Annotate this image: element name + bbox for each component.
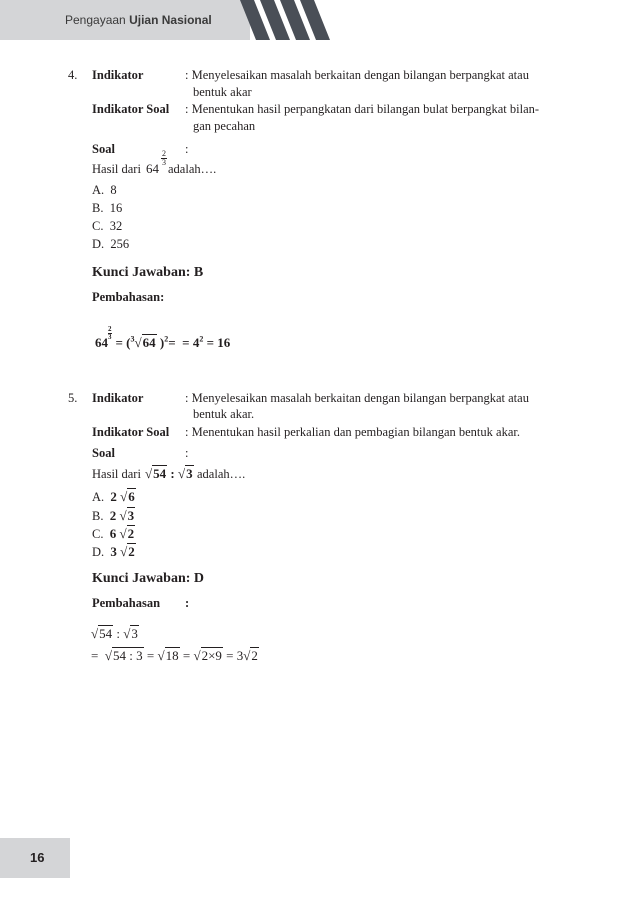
q5-option-d: D. 3 √2 xyxy=(92,544,135,559)
q5-option-b: B. 2 √3 xyxy=(92,508,135,523)
q4-solution: 64 $\frac{2}{3}$ = ($^3$√64 )$^2= = 4^2 = 16$ xyxy=(95,325,231,350)
q5-soal-colon: : xyxy=(185,446,189,460)
q4-pembahasan-label: Pembahasan: xyxy=(92,290,165,304)
q4-answer-key: Kunci Jawaban: B xyxy=(92,265,204,280)
page-number: 16 xyxy=(30,850,45,865)
q5-indikator-label: Indikator xyxy=(92,391,144,405)
q4-indikator-text-2: bentuk akar xyxy=(193,85,252,99)
q4-indikator-text-1: : Menyelesaikan masalah berkaitan dengan bilangan berpangkat atau xyxy=(185,68,529,82)
q4-option-c: C. 32 xyxy=(92,219,123,233)
q5-solution-line-2: = √54 : 3 = √18 = √2×9 = 3√2 xyxy=(91,648,258,663)
q5-question-expression: √54 : √3 xyxy=(145,466,193,481)
q4-question-prefix: Hasil dari xyxy=(92,162,141,176)
q5-indikator-soal-label: Indikator Soal xyxy=(92,425,170,439)
q5-soal-label: Soal xyxy=(92,446,115,460)
q4-number: 4. xyxy=(68,68,78,82)
q4-soal-colon: : xyxy=(185,142,189,156)
q5-answer-key: Kunci Jawaban: D xyxy=(92,571,205,586)
q5-number: 5. xyxy=(68,391,78,405)
q5-indikator-text-1: : Menyelesaikan masalah berkaitan dengan bilangan berpangkat atau xyxy=(185,391,529,405)
q4-question-exponent: 2 3 xyxy=(162,149,166,167)
q4-indikator-soal-text-2: gan pecahan xyxy=(193,119,256,133)
header-stripes-decoration xyxy=(240,0,350,40)
q4-option-b: B. 16 xyxy=(92,201,123,215)
q5-question-suffix: adalah…. xyxy=(197,467,246,481)
q5-solution-line-1: √54 : √3 xyxy=(91,626,138,641)
q4-option-a: A. 8 xyxy=(92,183,117,197)
header-title: Pengayaan Ujian Nasional xyxy=(65,13,212,27)
q5-pembahasan-colon: : xyxy=(185,596,190,610)
q4-soal-label: Soal xyxy=(92,142,115,156)
q4-question-suffix: adalah…. xyxy=(168,162,217,176)
q4-indikator-soal-text-1: : Menentukan hasil perpangkatan dari bilangan bulat berpangkat bilan- xyxy=(185,102,540,116)
q5-indikator-soal-text: : Menentukan hasil perkalian dan pembagian bilangan bentuk akar. xyxy=(185,425,520,439)
q5-question-prefix: Hasil dari xyxy=(92,467,141,481)
q4-indikator-label: Indikator xyxy=(92,68,144,82)
q5-pembahasan-label: Pembahasan xyxy=(92,596,161,610)
q4-indikator-soal-label: Indikator Soal xyxy=(92,102,170,116)
q5-indikator-text-2: bentuk akar. xyxy=(193,407,255,421)
q5-option-c: C. 6 √2 xyxy=(92,526,135,541)
q4-question-expression: 64 xyxy=(146,161,159,176)
q5-option-a: A. 2 √6 xyxy=(92,489,135,504)
q4-option-d: D. 256 xyxy=(92,237,130,251)
